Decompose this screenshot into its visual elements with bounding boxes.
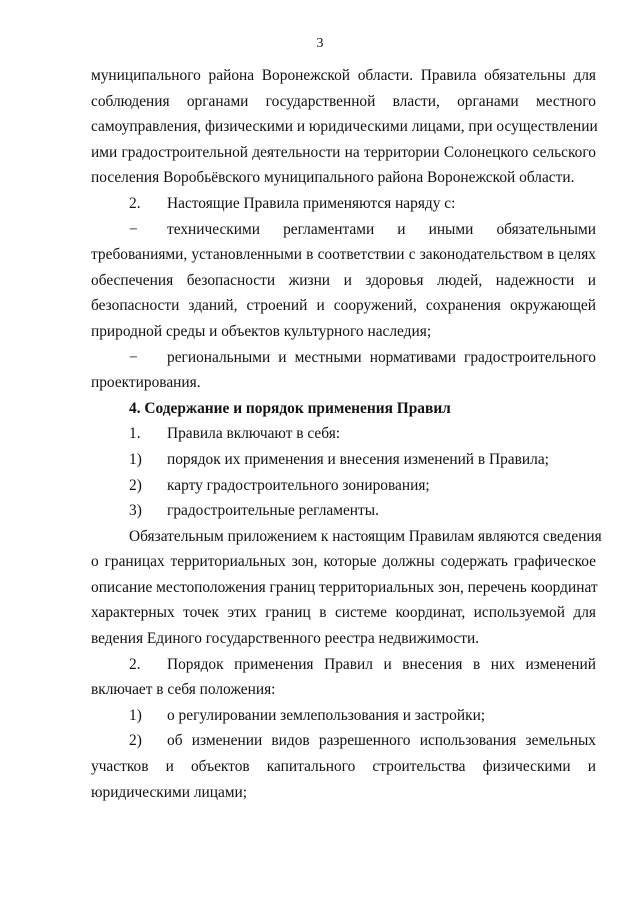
item-text: Порядок применения Правил и внесения в них изменений bbox=[167, 655, 596, 673]
item-continuation bbox=[91, 754, 596, 805]
section-heading: 4. Содержание и порядок применения Правил bbox=[129, 399, 451, 417]
dash-item bbox=[91, 345, 596, 371]
text-line: Обязательным приложением к настоящим Правилам являются сведения bbox=[129, 527, 602, 545]
numbered-item bbox=[91, 191, 596, 217]
item-text: градостроительные регламенты. bbox=[167, 502, 379, 520]
text-line: проектирования. bbox=[91, 374, 201, 392]
item-text: о регулировании землепользования и застройки; bbox=[167, 706, 486, 724]
item-marker: 1) bbox=[129, 450, 142, 468]
text-line: соблюдения органами государственной власти, органами местного bbox=[91, 92, 596, 110]
item-continuation bbox=[91, 677, 596, 703]
item-marker: 3) bbox=[129, 502, 142, 520]
numbered-item bbox=[91, 652, 596, 678]
page-number: 3 bbox=[316, 36, 324, 51]
text-line: самоуправления, физическими и юридическими лицами, при осуществлении bbox=[91, 118, 598, 136]
item-text: порядок их применения и внесения изменений в Правила; bbox=[167, 450, 549, 468]
item-text: Правила включают в себя: bbox=[167, 425, 341, 443]
text-line: ими градостроительной деятельности на территории Солонецкого сельского bbox=[91, 143, 596, 161]
dash-item bbox=[91, 217, 596, 243]
item-marker: 2) bbox=[129, 732, 142, 750]
item-text: карту градостроительного зонирования; bbox=[167, 476, 430, 494]
text-line: природной среды и объектов культурного наследия; bbox=[91, 322, 432, 340]
text-line: описание местоположения границ территориальных зон, перечень координат bbox=[91, 578, 598, 596]
text-line: юридическими лицами; bbox=[91, 783, 248, 801]
text-line: безопасности зданий, строений и сооружений, сохранения окружающей bbox=[91, 297, 596, 315]
numbered-subitem bbox=[91, 473, 596, 499]
numbered-subitem bbox=[91, 728, 596, 754]
numbered-subitem bbox=[91, 498, 596, 524]
item-marker: 1. bbox=[129, 425, 141, 443]
text-line: о границах территориальных зон, которые должны содержать графическое bbox=[91, 553, 596, 571]
text-line: муниципального района Воронежской области. Правила обязательны для bbox=[91, 67, 596, 84]
item-marker: 1) bbox=[129, 706, 142, 724]
dash-marker: − bbox=[129, 220, 138, 238]
dash-item-continuation bbox=[91, 242, 596, 344]
item-text: Настоящие Правила применяются наряду с: bbox=[167, 194, 456, 212]
text-line: ведения Единого государственного реестра недвижимости. bbox=[91, 630, 480, 648]
paragraph bbox=[91, 524, 602, 652]
numbered-subitem bbox=[91, 703, 596, 729]
page-content bbox=[91, 63, 602, 805]
text-line: характерных точек этих границ в системе координат, используемой для bbox=[91, 604, 596, 622]
item-text: региональными и местными нормативами градостроительного bbox=[167, 348, 596, 366]
text-line: включает в себя положения: bbox=[91, 681, 276, 699]
text-line: поселения Воробьёвского муниципального района Воронежской области. bbox=[91, 169, 575, 187]
dash-item-continuation bbox=[91, 370, 596, 396]
numbered-item bbox=[91, 421, 596, 447]
item-marker: 2) bbox=[129, 476, 142, 494]
dash-marker: − bbox=[129, 348, 138, 366]
paragraph bbox=[91, 63, 596, 191]
text-line: участков и объектов капитального строительства физическими и bbox=[91, 758, 596, 776]
item-text: об изменении видов разрешенного использования земельных bbox=[167, 732, 596, 750]
numbered-subitem bbox=[91, 447, 596, 473]
text-line: требованиями, установленными в соответствии с законодательством в целях bbox=[91, 246, 596, 264]
item-marker: 2. bbox=[129, 194, 141, 212]
text-line: обеспечения безопасности жизни и здоровья людей, надежности и bbox=[91, 271, 596, 289]
item-marker: 2. bbox=[129, 655, 141, 673]
item-text: техническими регламентами и иными обязательными bbox=[167, 220, 596, 238]
